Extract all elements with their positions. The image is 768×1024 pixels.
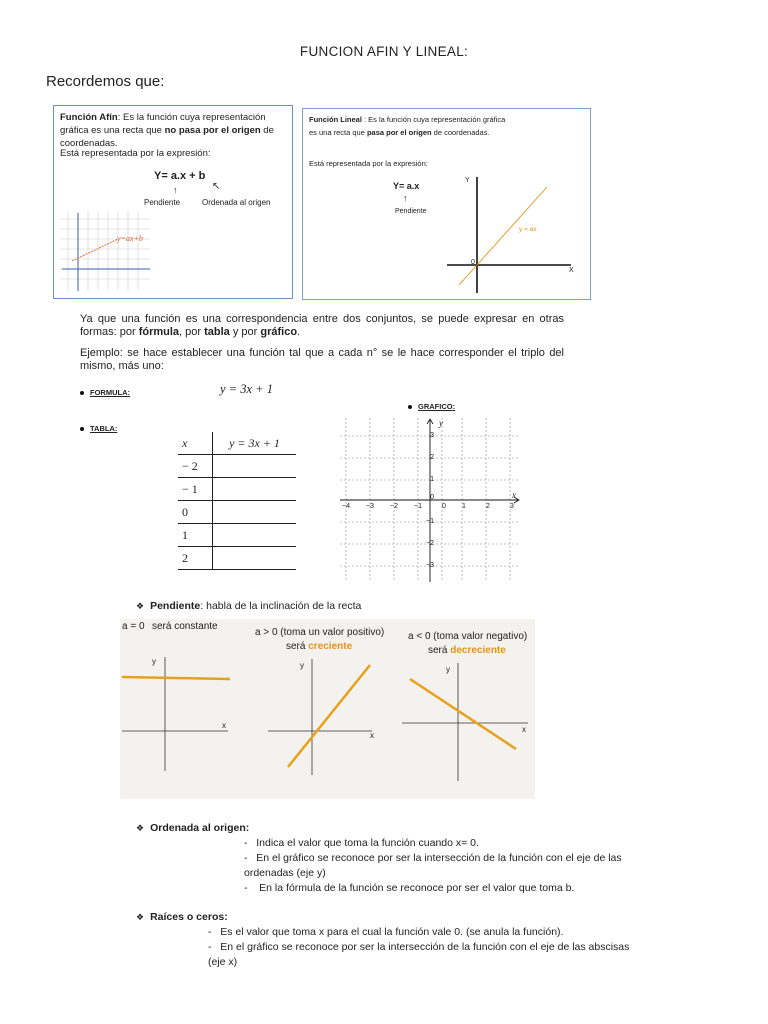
lineal-graph-label: y = ax [519,226,537,233]
table-row [178,478,296,501]
grid-y-tick: 0 [430,494,434,501]
table-header-row [178,432,296,455]
lineal-origin: 0 [471,259,475,266]
grafico-bullet: GRAFICO: [408,402,455,411]
case0-axis-y: y [152,657,156,666]
pendiente-heading: ❖ Pendiente: habla de la inclinación de la recta [136,600,362,612]
grid-x-tick: −2 [390,503,398,510]
table-cell-y[interactable] [213,501,297,524]
raices-item: - Es el valor que toma x para el cual la función vale 0. (se anula la función). [208,926,564,938]
grid-y-label: y [439,418,443,428]
table-row [178,455,296,478]
tabla-bullet: TABLA: [80,424,117,433]
grid-y-tick: 2 [430,454,434,461]
ordenada-heading: ❖ Ordenada al origen: [136,822,250,834]
lineal-heading: Función Lineal [309,115,362,124]
ordenada-item: - En el gráfico se reconoce por ser la intersección de la función con el eje de las ordenadas (eje y) [244,852,622,879]
diamond-bullet-icon: ❖ [136,601,145,611]
lineal-label-slope: Pendiente [395,208,427,215]
grid-x-label: x [512,490,516,500]
case2-a: a < 0 (toma valor negativo) [408,631,528,642]
case0-b: será constante [152,621,218,632]
table-cell-y[interactable] [213,547,297,570]
grid-x-tick: 2 [486,503,490,510]
lineal-formula: Y= a.x [393,181,420,191]
case2-axis-x: x [522,725,526,734]
afin-arrow-intercept: ↖ [212,181,221,192]
table-cell-x: − 2 [178,455,213,478]
afin-expr-intro: Está representada por la expresión: [60,148,211,159]
table-cell-x: 0 [178,501,213,524]
grid-y-tick: −3 [426,562,434,569]
bullet-icon [408,405,412,409]
case1-axis-x: x [370,731,374,740]
table-header-x: x [178,432,213,455]
grid-y-tick: −2 [426,540,434,547]
table-cell-x: 1 [178,524,213,547]
values-table [178,432,296,570]
grid-x-tick: 3 [510,503,514,510]
intro-paragraph-2: Ejemplo: se hace establecer una función tal que a cada n° se le hace corresponder el triplo del mismo, más uno: [80,347,564,372]
afin-label-slope: Pendiente [144,198,181,207]
afin-arrow-slope: ↑ [173,185,178,195]
lineal-box [302,108,591,300]
bullet-icon [80,427,84,431]
grid-y-tick: 1 [430,476,434,483]
raices-heading: ❖ Raíces o ceros: [136,911,228,923]
table-header-y: y = 3x + 1 [229,435,280,450]
case0-axis-x: x [222,721,226,730]
lineal-arrow-slope: ↑ [403,193,408,203]
case2-b: será decreciente [428,645,506,656]
table-cell-y[interactable] [213,524,297,547]
lineal-axis-x: X [569,267,574,274]
page-subtitle: Recordemos que: [46,73,165,90]
grid-y-tick: 3 [430,432,434,439]
grid-y-tick: −1 [426,518,434,525]
table-cell-y[interactable] [213,455,297,478]
grid-y-ticks [420,432,434,572]
intro-paragraph-1: Ya que una función es una correspondencia entre dos conjuntos, se puede expresar en otras formas: por fórmula, por tabla y por gráfico. [80,313,564,338]
afin-heading: Función Afín [60,112,118,123]
case1-a: a > 0 (toma un valor positivo) [255,627,385,638]
table-cell-x: − 1 [178,478,213,501]
lineal-description: Función Lineal : Es la función cuya representación gráfica es una recta que pasa por el origen de coordenadas. [309,115,506,137]
ordenada-item: - En la fórmula de la función se reconoce por ser el valor que toma b. [244,882,575,894]
table-row [178,501,296,524]
grid-x-tick: 0 [442,503,446,510]
formula-bullet: FORMULA: [80,388,130,397]
lineal-expr-intro: Está representada por la expresión: [309,159,428,168]
case0-a: a = 0 [122,621,145,632]
afin-box [53,105,293,299]
afin-graph-label: y=ax+b [117,234,143,243]
table-row [178,547,296,570]
grid-x-tick: −3 [366,503,374,510]
table-row [178,524,296,547]
formula-expression: y = 3x + 1 [220,382,273,396]
afin-graph [60,211,152,293]
ordenada-item: - Indica el valor que toma la función cuando x= 0. [244,837,479,849]
afin-description: Función Afín: Es la función cuya representación gráfica es una recta que no pasa por el origen de coordenadas. [60,112,274,149]
table-cell-x: 2 [178,547,213,570]
page-title: FUNCION AFIN Y LINEAL: [299,44,469,59]
lineal-graph [443,173,583,297]
grid-x-tick: −4 [342,503,350,510]
afin-formula: Y= a.x + b [154,170,206,182]
raices-item: - En el gráfico se reconoce por ser la intersección de la función con el eje de las abscisas (eje x) [208,941,630,968]
afin-label-intercept: Ordenada al origen [202,198,271,207]
case1-b: será creciente [286,641,353,652]
diamond-bullet-icon: ❖ [136,823,145,833]
bullet-icon [80,391,84,395]
case1-axis-y: y [300,661,304,670]
table-cell-y[interactable] [213,478,297,501]
grid-x-tick: −1 [414,503,422,510]
grid-x-tick: 1 [462,503,466,510]
diamond-bullet-icon: ❖ [136,912,145,922]
case2-axis-y: y [446,665,450,674]
lineal-axis-y: Y [465,177,470,184]
slope-diagram [120,619,535,799]
